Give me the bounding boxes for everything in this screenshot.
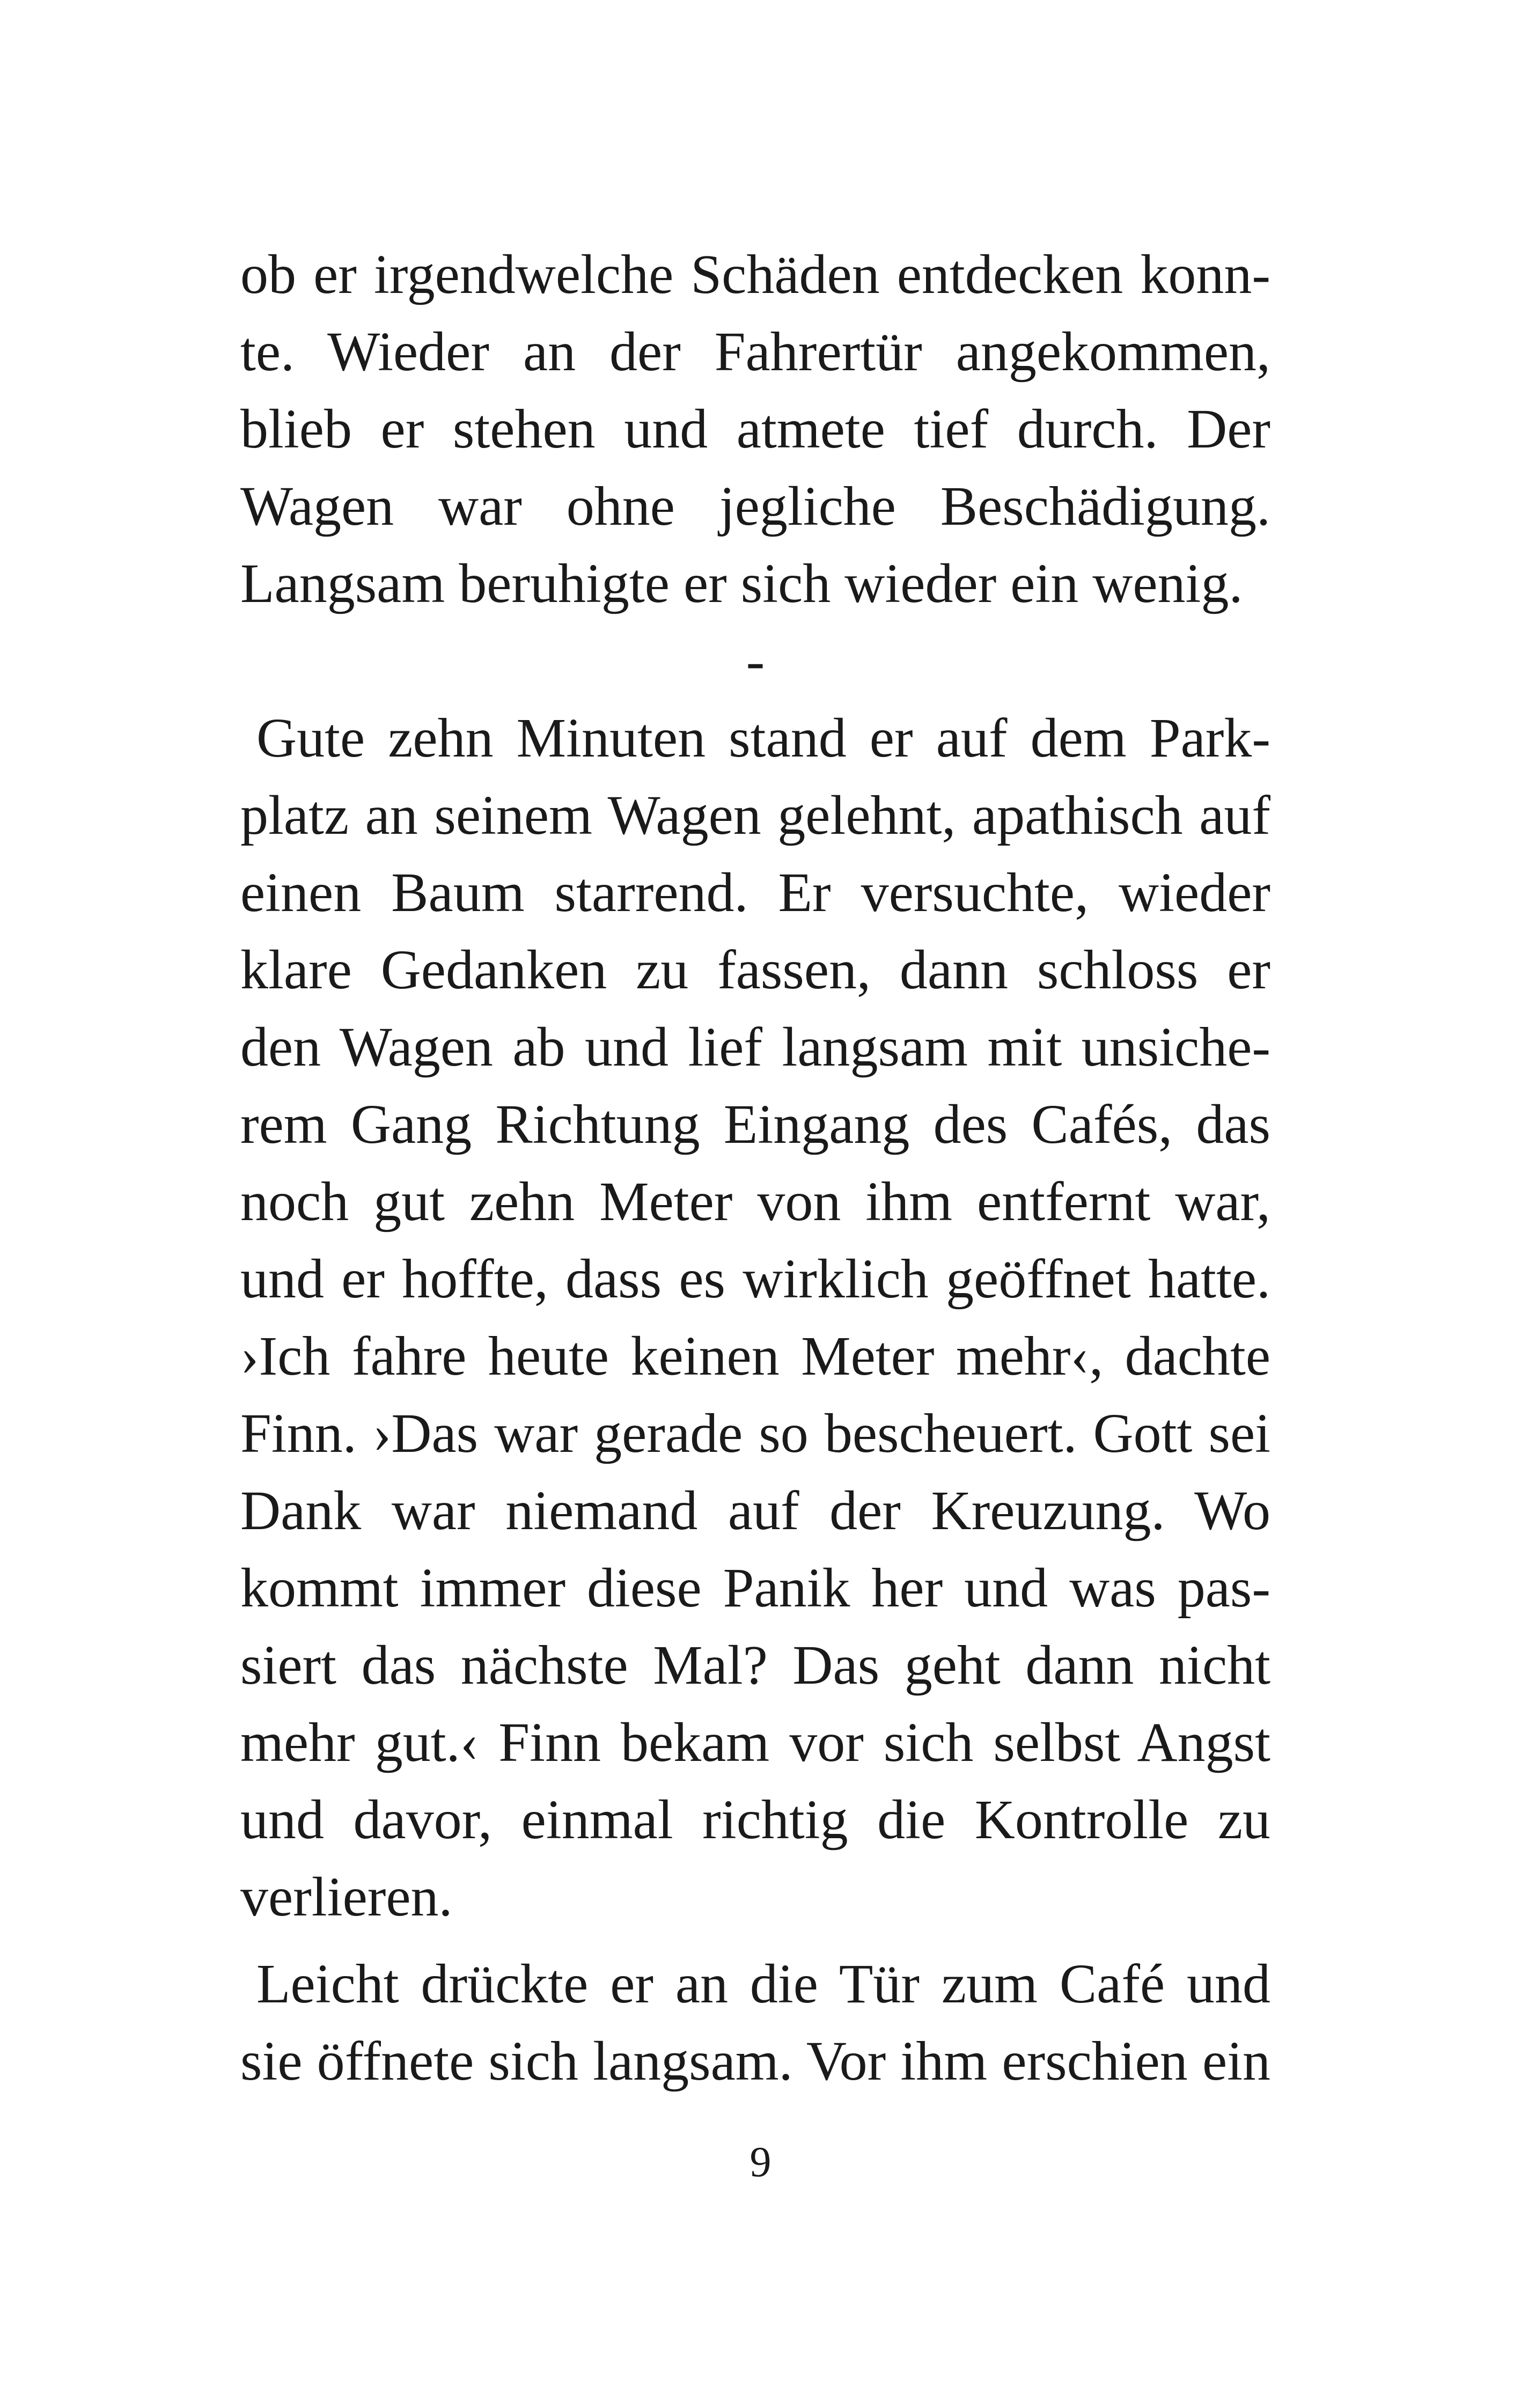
text-line: und er hoffte, dass es wirklich geöffnet hatte. — [240, 1248, 1270, 1310]
text-line: Langsam beruhigte er sich wieder ein wenig. — [240, 553, 1243, 614]
text-line: klare Gedanken zu fassen, dann schloss er — [240, 939, 1270, 1001]
text-line: den Wagen ab und lief langsam mit unsiche- — [240, 1016, 1270, 1078]
text-line: einen Baum starrend. Er versuchte, wieder — [240, 862, 1270, 923]
book-page — [240, 236, 1270, 2100]
paragraph-2 — [240, 700, 1270, 1936]
text-line: verlieren. — [240, 1866, 453, 1928]
text-line: Leicht drückte er an die Tür zum Café und — [256, 1953, 1270, 2015]
text-line: noch gut zehn Meter von ihm entfernt war, — [240, 1171, 1270, 1232]
text-line: mehr gut.‹ Finn bekam vor sich selbst Angst — [240, 1712, 1270, 1773]
text-line: platz an seinem Wagen gelehnt, apathisch auf — [240, 784, 1270, 846]
text-line: ›Ich fahre heute keinen Meter mehr‹, dachte — [240, 1325, 1270, 1387]
text-line: Finn. ›Das war gerade so bescheuert. Gott sei — [240, 1403, 1270, 1464]
text-line: siert das nächste Mal? Das geht dann nicht — [240, 1634, 1270, 1696]
text-line: ob er irgendwelche Schäden entdecken konn- — [240, 244, 1270, 305]
text-line: blieb er stehen und atmete tief durch. Der — [240, 398, 1270, 460]
paragraph-gap — [240, 1936, 1270, 1946]
text-line: und davor, einmal richtig die Kontrolle zu — [240, 1789, 1270, 1851]
text-line: kommt immer diese Panik her und was pas- — [240, 1557, 1270, 1619]
text-line: rem Gang Richtung Eingang des Cafés, das — [240, 1093, 1270, 1155]
section-separator: - — [746, 630, 765, 692]
text-line: Wagen war ohne jegliche Beschädigung. — [240, 475, 1270, 537]
page-number: 9 — [750, 2139, 771, 2186]
text-line: sie öffnete sich langsam. Vor ihm erschien ein — [240, 2030, 1270, 2092]
paragraph-1 — [240, 236, 1270, 622]
paragraph-3 — [240, 1946, 1270, 2100]
text-line: Gute zehn Minuten stand er auf dem Park- — [256, 707, 1270, 769]
text-line: Dank war niemand auf der Kreuzung. Wo — [240, 1480, 1270, 1541]
text-line: te. Wieder an der Fahrertür angekommen, — [240, 321, 1270, 383]
